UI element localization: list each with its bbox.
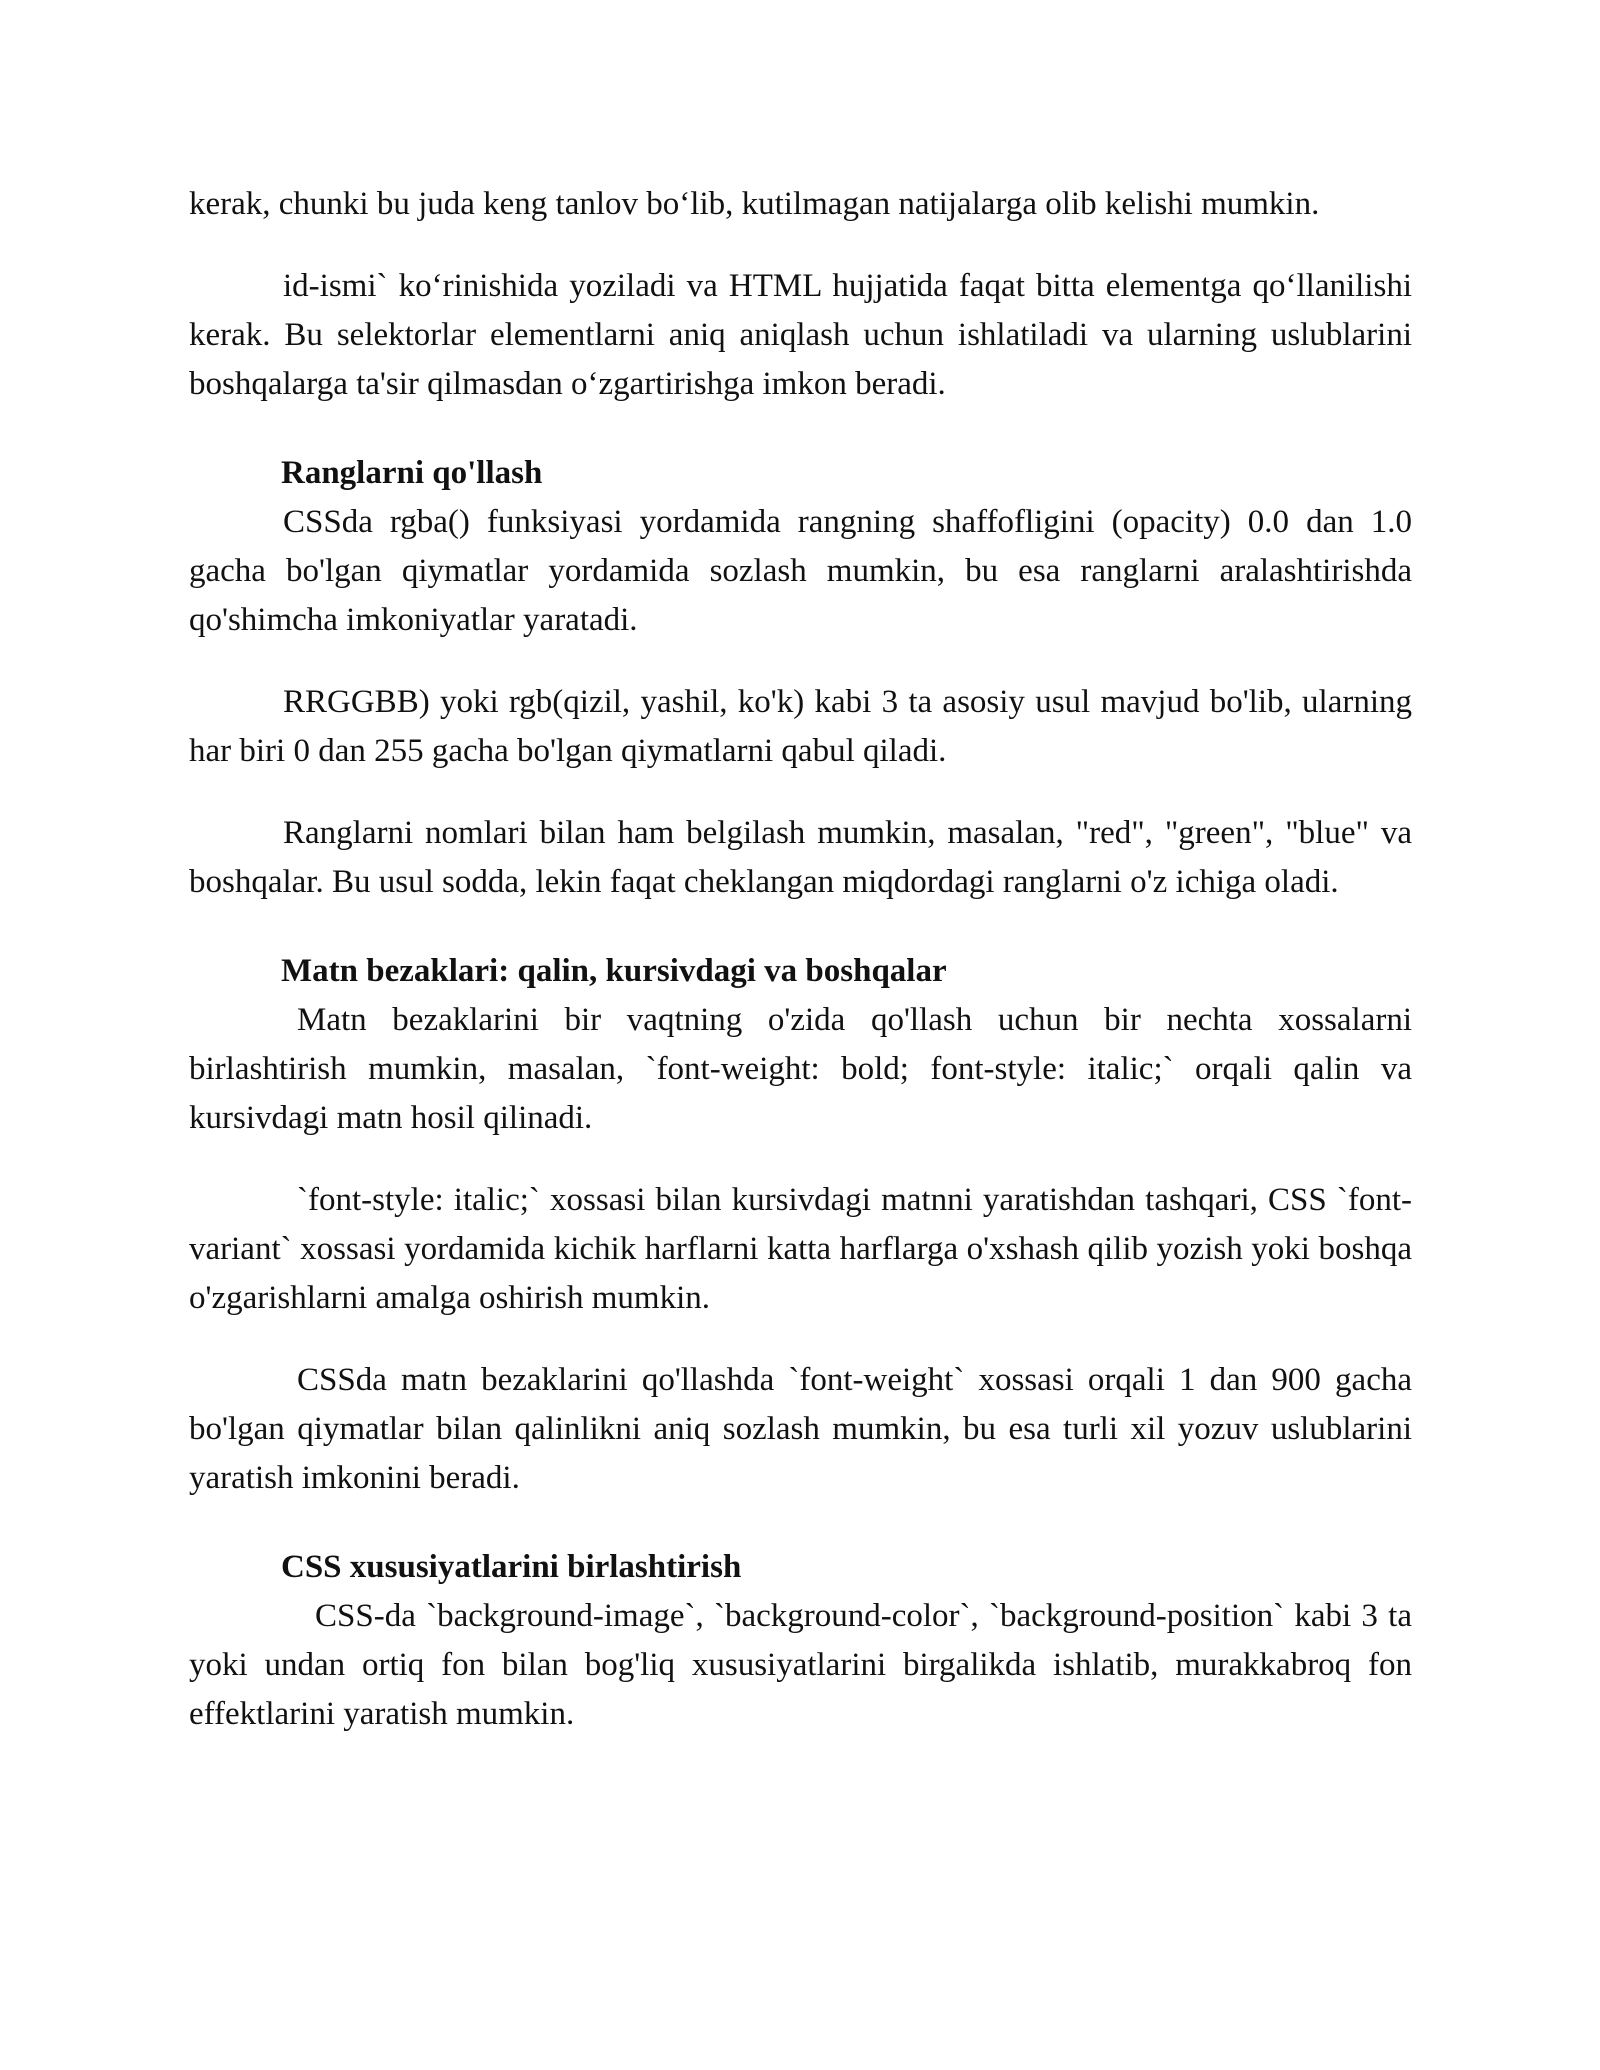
heading-matn-bezaklari: Matn bezaklari: qalin, kursivdagi va boshqalar: [281, 953, 947, 989]
paragraph-7: `font-style: italic;` xossasi bilan kursivdagi matnni yaratishdan tashqari, CSS `font-variant` xossasi yordamida kichik harflarni katta harflarga o'xshash qilib yozish yoki boshqa o'zgarishlarni amalga oshirish mumkin.: [189, 1182, 1412, 1316]
heading-css-xususiyatlari: CSS xususiyatlarini birlashtirish: [281, 1549, 742, 1585]
paragraph-5: Ranglarni nomlari bilan ham belgilash mumkin, masalan, "red", "green", "blue" va boshqalar. Bu usul sodda, lekin faqat cheklangan miqdordagi ranglarni o'z ichiga oladi.: [189, 815, 1412, 900]
paragraph-6: Matn bezaklarini bir vaqtning o'zida qo'llash uchun bir nechta xossalarni birlashtirish mumkin, masalan, `font-weight: bold; font-style: italic;` orqali qalin va kursivdagi matn hosil qilinadi.: [189, 1002, 1412, 1136]
paragraph-3: CSSda rgba() funksiyasi yordamida rangning shaffofligini (opacity) 0.0 dan 1.0 gacha bo'lgan qiymatlar yordamida sozlash mumkin, bu esa ranglarni aralashtirishda qo'shimcha imkoniyatlar yaratadi.: [189, 504, 1412, 638]
paragraph-8: CSSda matn bezaklarini qo'llashda `font-weight` xossasi orqali 1 dan 900 gacha bo'lgan qiymatlar bilan qalinlikni aniq sozlash mumkin, bu esa turli xil yozuv uslublarini yaratish imkonini beradi.: [189, 1362, 1412, 1496]
paragraph-9: CSS-da `background-image`, `background-color`, `background-position` kabi 3 ta yoki undan ortiq fon bilan bog'liq xususiyatlarini birgalikda ishlatib, murakkabroq fon effektlarini yaratish mumkin.: [189, 1598, 1412, 1732]
document-page: [189, 180, 1412, 1739]
paragraph-1: kerak, chunki bu juda keng tanlov bo‘lib, kutilmagan natijalarga olib kelishi mumkin.: [189, 186, 1320, 222]
paragraph-2: id-ismi` ko‘rinishida yoziladi va HTML hujjatida faqat bitta elementga qo‘llanilishi kerak. Bu selektorlar elementlarni aniq aniqlash uchun ishlatiladi va ularning uslublarini boshqalarga ta'sir qilmasdan o‘zgartirishga imkon beradi.: [189, 268, 1412, 402]
paragraph-4: RRGGBB) yoki rgb(qizil, yashil, ko'k) kabi 3 ta asosiy usul mavjud bo'lib, ularning har biri 0 dan 255 gacha bo'lgan qiymatlarni qabul qiladi.: [189, 684, 1412, 769]
heading-ranglarni-qollash: Ranglarni qo'llash: [281, 455, 543, 491]
